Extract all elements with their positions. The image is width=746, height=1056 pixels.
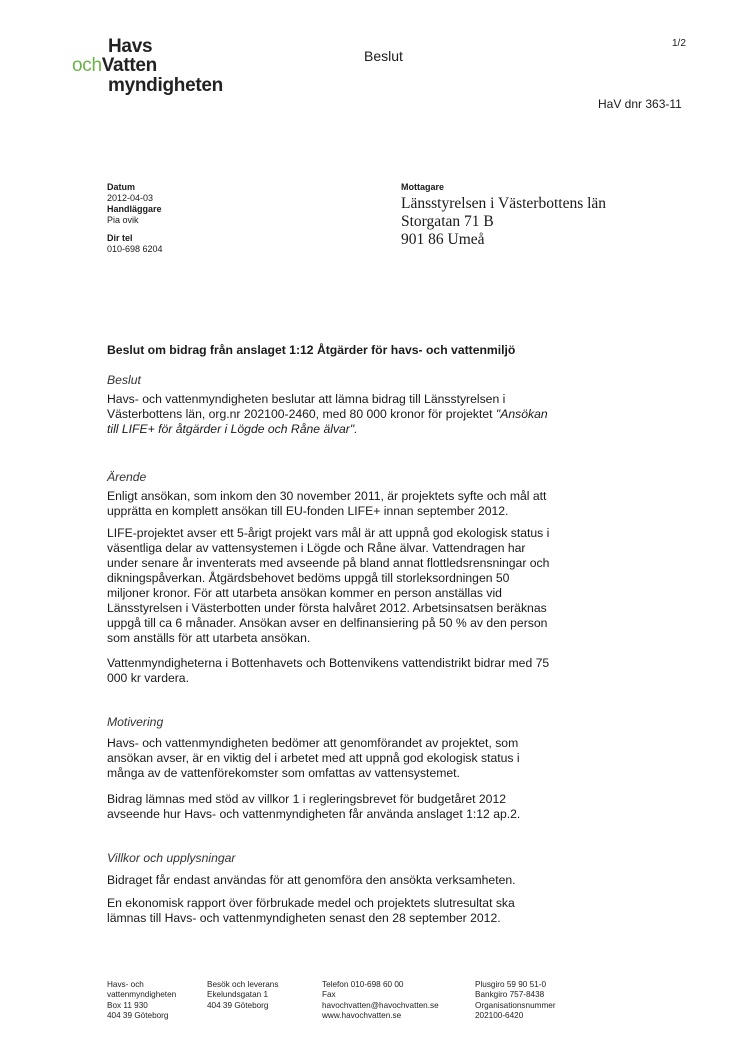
section-title-beslut: Beslut (107, 373, 141, 387)
logo-line-1: Havs (108, 36, 153, 57)
recipient-street: Storgatan 71 B (401, 213, 494, 230)
date-value: 2012-04-03 (107, 193, 154, 203)
paragraph-villkor-1: Bidraget får endast användas för att genomföra den ansökta verksamheten. (107, 873, 516, 887)
footer-line: 404 39 Göteborg (107, 1010, 169, 1020)
footer-address (107, 980, 176, 1021)
project-name: "Ansökan till LIFE+ för åtgärder i Lögde och Råne älvar". (107, 407, 548, 436)
footer-line: Box 11 930 (107, 1000, 148, 1010)
handler-label: Handläggare (107, 204, 162, 214)
logo-och: och (72, 55, 102, 76)
footer-line: Ekelundsgatan 1 (207, 990, 268, 1000)
footer-line: Telefon 010-698 60 00 (322, 980, 404, 989)
logo-vatten: Vatten (101, 55, 157, 76)
paragraph-motivering-2: Bidrag lämnas med stöd av villkor 1 i regleringsbrevet för budgetåret 2012 avseende hur Havs- och vattenmyndigheten får använda anslaget 1:12 ap.2. (107, 792, 521, 821)
document-title: Beslut (364, 48, 403, 64)
paragraph-motivering-1: Havs- och vattenmyndigheten bedömer att genomförandet av projektet, som ansökan avser, är en viktig del i arbetet med att uppnå god ekologisk status i många av de vattenförekomster som omfattas av vattensystemet. (107, 736, 520, 780)
beslut-text: Havs- och vattenmyndigheten beslutar att lämna bidrag till Länsstyrelsen i Västerbottens län, org.nr 202100-2460, med 80 000 kronor för projektet (107, 392, 506, 421)
footer-line: Organisationsnummer (475, 1000, 556, 1010)
section-title-villkor: Villkor och upplysningar (107, 851, 236, 865)
footer-line: Fax (322, 990, 336, 1000)
paragraph-beslut (107, 392, 552, 437)
decision-heading: Beslut om bidrag från anslaget 1:12 Åtgärder för havs- och vattenmiljö (107, 343, 516, 357)
footer-contact (322, 980, 439, 1021)
footer-line: Besök och leverans (207, 980, 279, 989)
footer-website[interactable]: www.havochvatten.se (322, 1010, 402, 1020)
logo-line-3: myndigheten (108, 75, 223, 96)
phone-label: Dir tel (107, 233, 133, 243)
section-title-motivering: Motivering (107, 715, 164, 729)
reference-number: HaV dnr 363-11 (598, 97, 682, 111)
footer-visit (207, 980, 278, 1011)
footer-line: 404 39 Göteborg (207, 1000, 269, 1010)
meta-block (107, 182, 163, 255)
recipient-label: Mottagare (401, 182, 445, 192)
footer-line: Havs- och (107, 980, 144, 989)
page-number: 1/2 (672, 38, 686, 49)
section-title-arende: Ärende (107, 470, 147, 484)
recipient-city: 901 86 Umeå (401, 231, 485, 248)
paragraph-villkor-2: En ekonomisk rapport över förbrukade medel och projektets slutresultat ska lämnas till Havs- och vattenmyndigheten senast den 28 september 2012. (107, 896, 515, 925)
logo-line-2 (72, 56, 157, 76)
footer-line: vattenmyndigheten (107, 990, 177, 1000)
paragraph-arende-1: Enligt ansökan, som inkom den 30 november 2011, är projektets syfte och mål att upprätta en komplett ansökan till EU-fonden LIFE+ innan september 2012. (107, 489, 547, 518)
date-label: Datum (107, 182, 136, 192)
footer-line: Plusgiro 59 90 51-0 (475, 980, 547, 989)
phone-value: 010-698 6204 (107, 244, 163, 254)
recipient-name: Länsstyrelsen i Västerbottens län (401, 195, 607, 212)
handler-value: Pia ovik (107, 215, 139, 225)
footer-line: Bankgiro 757-8438 (475, 990, 545, 1000)
paragraph-arende-2: LIFE-projektet avser ett 5-årigt projekt vars mål är att uppnå god ekologisk status i väsentliga delar av vattensystemen i Lögde och Råne älvar. Vattendragen har under senare år inventerats med avseende på bland annat flottledsrensningar och dikningspåverkan. Åtgärdsbehovet bedöms uppgå till storleksordningen 50 miljoner kronor. För att utarbeta ansökan kommer en person anställas vid Länsstyrelsen i Västerbotten under första halvåret 2012. Arbetsinsatsen beräknas uppgå till ca 6 månader. Ansökan avser en delfinansiering på 50 % av den person som anställs för att utarbeta ansökan. (107, 526, 550, 645)
footer-email[interactable]: havochvatten@havochvatten.se (322, 1000, 439, 1010)
paragraph-arende-3: Vattenmyndigheterna i Bottenhavets och Bottenvikens vattendistrikt bidrar med 75 000 kr vardera. (107, 656, 550, 685)
footer-payment (475, 980, 556, 1021)
recipient-block (401, 182, 606, 249)
footer-line: 202100-6420 (475, 1010, 524, 1020)
